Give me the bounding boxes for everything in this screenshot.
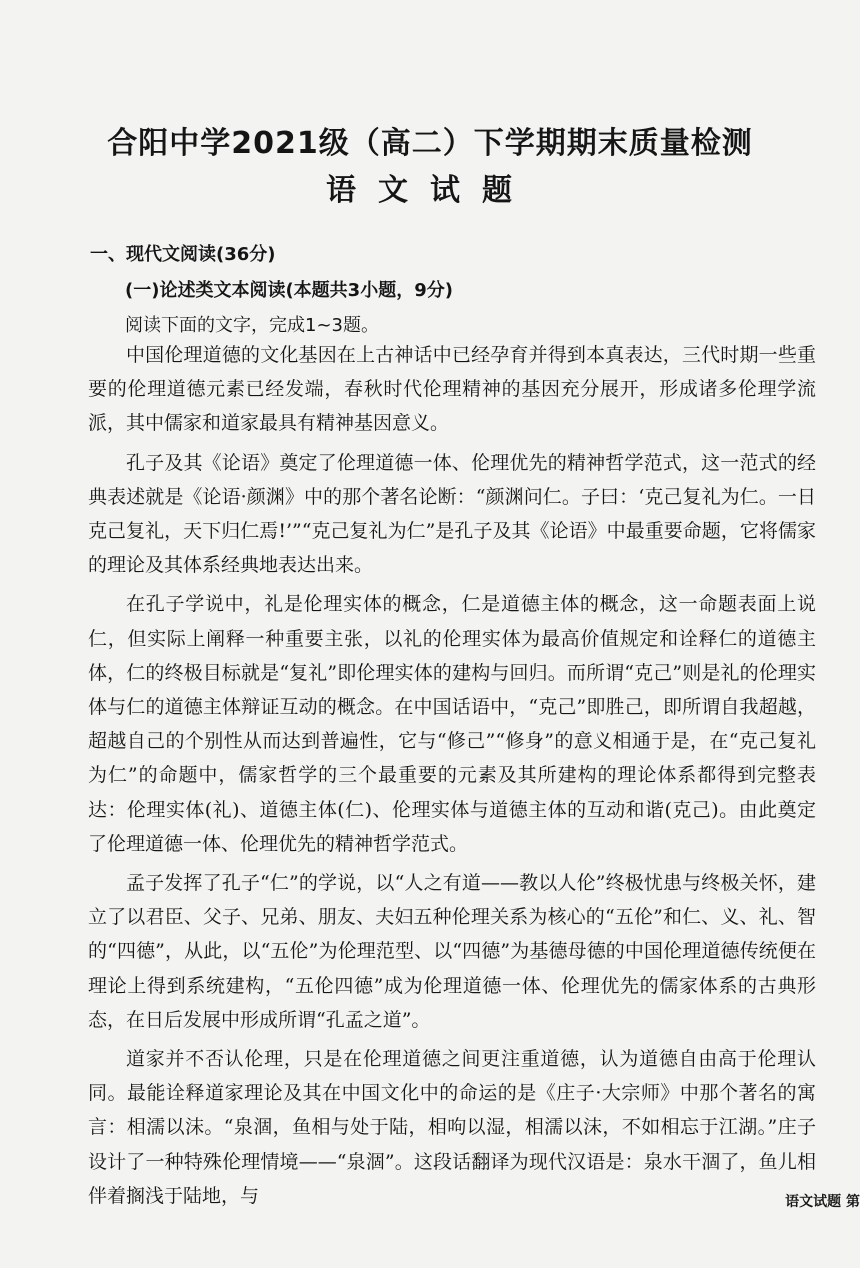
passage-paragraph-4: 孟子发挥了孔子“仁”的学说，以“人之有道——教以人伦”终极忧患与终极关怀，建立了以君臣、父子、兄弟、朋友、夫妇五种伦理关系为核心的“五伦”和仁、义、礼、智的“四德”，从此，以“五伦”为伦理范型、以“四德”为基德母德的中国伦理道德传统便在理论上得到系统建构，“五伦四德”成为伦理道德一体、伦理优先的儒家体系的古典形态，在日后发展中形成所谓“孔孟之道”。 [88,872,816,1031]
passage-paragraph-1: 中国伦理道德的文化基因在上古神话中已经孕育并得到本真表达，三代时期一些重要的伦理道德元素已经发端，春秋时代伦理精神的基因充分展开，形成诸多伦理学流派，其中儒家和道家最具有精神基因意义。 [88,344,816,435]
passage-paragraph-3: 在孔子学说中，礼是伦理实体的概念，仁是道德主体的概念，这一命题表面上说仁，但实际上阐释一种重要主张，以礼的伦理实体为最高价值规定和诠释仁的道德主体，仁的终极目标就是“复礼”即伦理实体的建构与回归。而所谓“克己”则是礼的伦理实体与仁的道德主体辩证互动的概念。在中国话语中，“克己”即胜己，即所谓自我超越，超越自己的个别性从而达到普遍性，它与“修己”“修身”的意义相通于是，在“克己复礼为仁”的命题中，儒家哲学的三个最重要的元素及其所建构的理论体系都得到完整表达：伦理实体(礼)、道德主体(仁)、伦理实体与道德主体的互动和谐(克己)。由此奠定了伦理道德一体、伦理优先的精神哲学范式。 [88,593,816,855]
subsection-heading: (一)论述类文本阅读(本题共3小题，9分) [125,280,453,301]
exam-subtitle: 语文试题 [326,173,534,208]
passage-paragraph-5: 道家并不否认伦理，只是在伦理道德之间更注重道德，认为道德自由高于伦理认同。最能诠释道家理论及其在中国文化中的命运的是《庄子·大宗师》中那个著名的寓言：相濡以沫。“泉涸，鱼相与处于陆，相呴以湿，相濡以沫，不如相忘于江湖。”庄子设计了一种特殊伦理情境——“泉涸”。这段话翻译为现代汉语是：泉水干涸了，鱼儿相伴着搁浅于陆地，与 [88,1048,816,1207]
reading-passage [88,338,816,1218]
page-footer: 语文试题 第 [785,1194,860,1210]
section-heading: 一、现代文阅读(36分) [90,244,276,265]
exam-title: 合阳中学2021级（高二）下学期期末质量检测 [107,126,753,161]
passage-paragraph-2: 孔子及其《论语》奠定了伦理道德一体、伦理优先的精神哲学范式，这一范式的经典表述就是《论语·颜渊》中的那个著名论断：“颜渊问仁。子曰：‘克己复礼为仁。一日克己复礼，天下归仁焉!’”“克己复礼为仁”是孔子及其《论语》中最重要命题，它将儒家的理论及其体系经典地表达出来。 [88,451,816,577]
reading-instruction: 阅读下面的文字，完成1~3题。 [125,315,379,336]
